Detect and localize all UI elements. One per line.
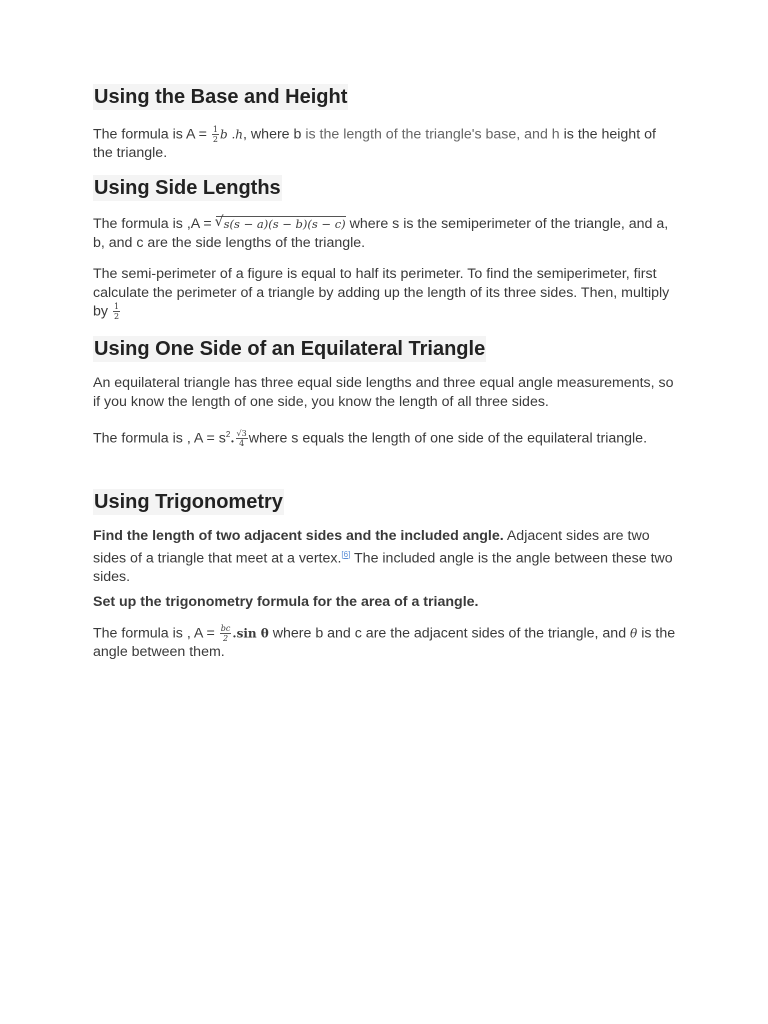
text: Adjacent sides are two sides of a triangle that meet at a vertex. — [93, 528, 650, 567]
bold-step-text: Find the length of two adjacent sides and the included angle. — [93, 528, 504, 544]
paragraph-heron-formula — [93, 215, 678, 252]
math-sin-theta: .sin θ — [232, 626, 269, 641]
heading-base-height: Using the Base and Height — [94, 86, 348, 108]
text: is the angle between them. — [93, 625, 676, 660]
paragraph-equilateral-intro: An equilateral triangle has three equal side lengths and three equal angle measurements, so if you know the length of one side, you know the length of all three sides. — [93, 375, 674, 410]
text: The formula is A = — [93, 126, 211, 143]
math-b-h: b .h — [220, 127, 244, 142]
fraction-denominator: 4 — [239, 439, 245, 449]
text: is the length of the triangle's base, and h — [305, 126, 564, 143]
bold-step-text: Set up the trigonometry formula for the area of a triangle. — [93, 594, 479, 610]
paragraph-trig-setup — [93, 593, 678, 612]
paragraph-adjacent-sides — [93, 527, 678, 586]
paragraph-equilateral-formula — [93, 426, 678, 448]
fraction-numerator: bc — [220, 624, 231, 633]
text: The formula is , A = s — [93, 430, 226, 447]
paragraph-semiperimeter — [93, 265, 678, 321]
paragraph-trig-formula — [93, 624, 678, 662]
text: where b and c are the adjacent sides of the triangle, and — [268, 625, 631, 642]
text: is the height of the triangle. — [93, 126, 656, 161]
fraction-denominator: 2 — [212, 135, 218, 144]
fraction-denominator: 2 — [113, 312, 120, 321]
math-dot: . — [230, 431, 235, 446]
superscript-two: 2 — [225, 430, 231, 439]
heading-trigonometry: Using Trigonometry — [94, 491, 283, 513]
fraction-numerator: 1 — [113, 302, 120, 311]
math-theta: θ — [630, 626, 638, 641]
fraction-numerator: 1 — [212, 125, 218, 134]
fraction-one-half — [212, 125, 219, 144]
fraction-numerator: √3 — [236, 429, 247, 439]
fraction-root3-over-4 — [236, 429, 248, 448]
paragraph-base-height — [93, 125, 678, 163]
text: where s equals the length of one side of the equilateral triangle. — [248, 430, 648, 447]
math-square-root: √ s(s − a)(s − b)(s − c) — [216, 216, 346, 232]
text: The included angle is the angle between these two sides. — [93, 550, 673, 585]
reference-link[interactable]: [6] — [341, 549, 351, 559]
fraction-denominator: 2 — [223, 634, 229, 643]
text: The semi-perimeter of a figure is equal to half its perimeter. To find the semiperimeter, first calculate the perimeter of a triangle by adding up the length of its three sides. Then, multiply by — [93, 266, 670, 320]
fraction-one-half — [113, 302, 120, 321]
heading-side-lengths: Using Side Lengths — [94, 177, 281, 199]
fraction-bc-over-2 — [220, 624, 232, 643]
text: where s is the semiperimeter of the triangle, and a, b, and c are the side lengths of the triangle. — [93, 216, 669, 251]
text: , where b — [243, 126, 306, 143]
text: The formula is ,A = — [93, 216, 216, 232]
text: The formula is , A = — [93, 625, 219, 642]
heading-equilateral: Using One Side of an Equilateral Triangle — [94, 338, 486, 360]
